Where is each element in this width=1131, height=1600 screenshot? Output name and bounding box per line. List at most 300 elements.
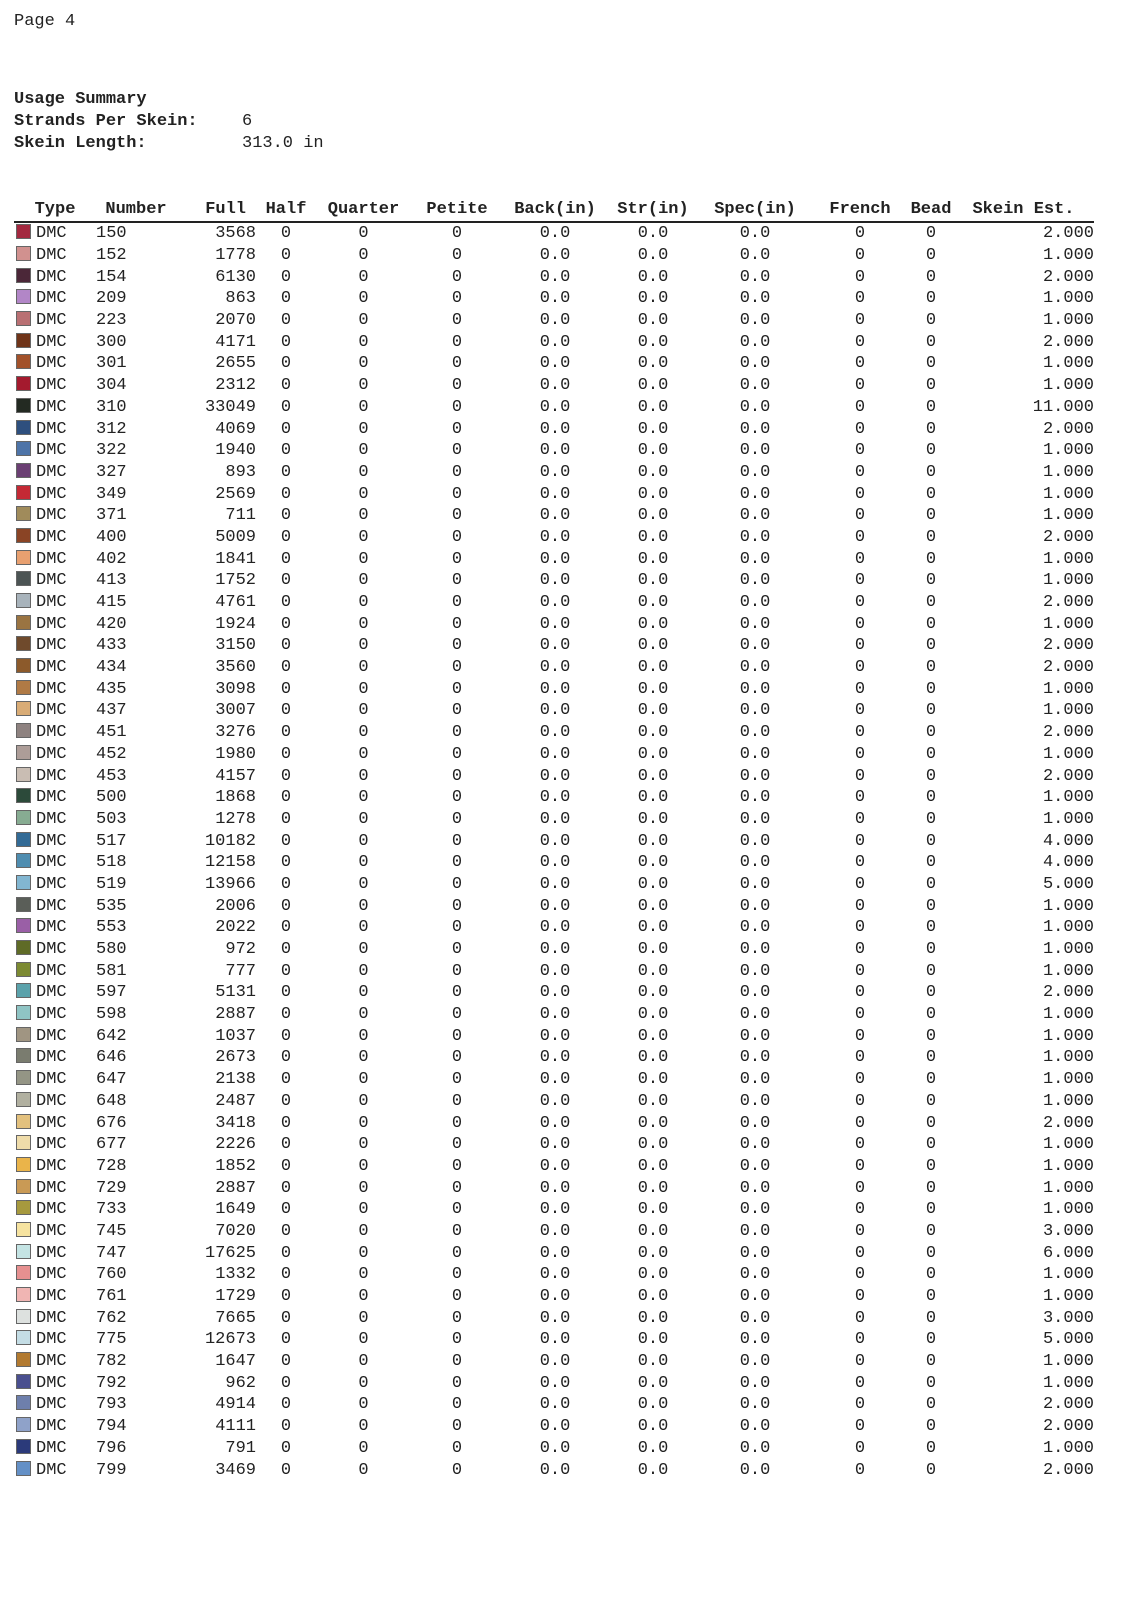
- col-header-spec: Spec(in): [699, 198, 811, 222]
- full-count: 3418: [215, 1113, 256, 1133]
- back-length: 0.0: [539, 354, 571, 374]
- spec-length: 0.0: [739, 419, 771, 439]
- full-count: 863: [225, 289, 256, 309]
- thread-number: 792: [96, 1373, 127, 1393]
- spec-length: 0.0: [739, 658, 771, 678]
- color-swatch: [16, 1157, 31, 1172]
- bead-count: 0: [925, 311, 937, 331]
- quarter-count: 0: [358, 788, 369, 808]
- full-count: 1729: [215, 1287, 256, 1307]
- quarter-count: 0: [358, 224, 369, 244]
- skein-estimate: 1.000: [1042, 1287, 1094, 1307]
- back-length: 0.0: [539, 1070, 571, 1090]
- quarter-count: 0: [358, 1352, 369, 1372]
- thread-number: 597: [96, 983, 127, 1003]
- quarter-count: 0: [358, 1070, 369, 1090]
- thread-type: DMC: [36, 1026, 67, 1046]
- back-length: 0.0: [539, 636, 571, 656]
- back-length: 0.0: [539, 571, 571, 591]
- str-length: 0.0: [637, 1243, 669, 1263]
- half-count: 0: [280, 1048, 292, 1068]
- quarter-count: 0: [358, 701, 369, 721]
- back-length: 0.0: [539, 1352, 571, 1372]
- skein-estimate: 1.000: [1042, 1265, 1094, 1285]
- table-row: [14, 1004, 1094, 1026]
- spec-length: 0.0: [739, 788, 771, 808]
- skein-estimate: 1.000: [1042, 1156, 1094, 1176]
- spec-length: 0.0: [739, 983, 771, 1003]
- thread-number: 154: [96, 267, 127, 287]
- skein-estimate: 1.000: [1042, 441, 1094, 461]
- color-swatch: [16, 441, 31, 456]
- thread-type-cell: [14, 1134, 96, 1156]
- table-row: [14, 1177, 1094, 1199]
- petite-count: 0: [451, 1005, 463, 1025]
- skein-estimate: 1.000: [1042, 1178, 1094, 1198]
- color-swatch: [16, 1417, 31, 1432]
- skein-estimate: 1.000: [1042, 1048, 1094, 1068]
- thread-number: 728: [96, 1156, 127, 1176]
- quarter-count: 0: [358, 961, 369, 981]
- thread-number: 152: [96, 246, 127, 266]
- skein-estimate: 1.000: [1042, 1373, 1094, 1393]
- thread-type: DMC: [36, 332, 67, 352]
- bead-count: 0: [925, 723, 937, 743]
- skein-estimate: 1.000: [1042, 1438, 1094, 1458]
- skein-estimate: 1.000: [1042, 1070, 1094, 1090]
- table-row: [14, 939, 1094, 961]
- skein-estimate: 2.000: [1042, 1395, 1094, 1415]
- length-value: 313.0 in: [242, 134, 324, 153]
- bead-count: 0: [925, 397, 937, 417]
- half-count: 0: [280, 311, 292, 331]
- french-count: 0: [854, 1243, 866, 1263]
- table-row: [14, 852, 1094, 874]
- french-count: 0: [854, 809, 866, 829]
- table-row: [14, 1307, 1094, 1329]
- thread-number: 434: [96, 658, 127, 678]
- table-row: [14, 397, 1094, 419]
- table-row: [14, 505, 1094, 527]
- str-length: 0.0: [637, 397, 669, 417]
- thread-type-cell: [14, 1069, 96, 1091]
- thread-number: 437: [96, 701, 127, 721]
- thread-number: 782: [96, 1352, 127, 1372]
- color-swatch: [16, 615, 31, 630]
- half-count: 0: [280, 332, 292, 352]
- table-row: [14, 830, 1094, 852]
- half-count: 0: [280, 1135, 292, 1155]
- table-row: [14, 440, 1094, 462]
- skein-estimate: 1.000: [1042, 462, 1094, 482]
- skein-estimate: 1.000: [1042, 1091, 1094, 1111]
- thread-number: 794: [96, 1417, 127, 1437]
- back-length: 0.0: [539, 1395, 571, 1415]
- thread-type-cell: [14, 570, 96, 592]
- french-count: 0: [854, 1395, 866, 1415]
- half-count: 0: [280, 766, 292, 786]
- french-count: 0: [854, 397, 866, 417]
- table-row: [14, 1156, 1094, 1178]
- full-count: 1868: [215, 788, 256, 808]
- color-swatch: [16, 246, 31, 261]
- quarter-count: 0: [358, 658, 369, 678]
- thread-number: 415: [96, 593, 127, 613]
- petite-count: 0: [451, 397, 463, 417]
- half-count: 0: [280, 788, 292, 808]
- str-length: 0.0: [637, 983, 669, 1003]
- thread-number: 503: [96, 809, 127, 829]
- table-row: [14, 331, 1094, 353]
- color-swatch: [16, 1287, 31, 1302]
- color-swatch: [16, 680, 31, 695]
- thread-type-cell: [14, 809, 96, 831]
- str-length: 0.0: [637, 462, 669, 482]
- back-length: 0.0: [539, 1265, 571, 1285]
- thread-number: 518: [96, 853, 127, 873]
- back-length: 0.0: [539, 1005, 571, 1025]
- thread-type: DMC: [36, 1048, 67, 1068]
- str-length: 0.0: [637, 1417, 669, 1437]
- thread-type-cell: [14, 939, 96, 961]
- str-length: 0.0: [637, 614, 669, 634]
- quarter-count: 0: [358, 1287, 369, 1307]
- spec-length: 0.0: [739, 354, 771, 374]
- thread-number: 453: [96, 766, 127, 786]
- back-length: 0.0: [539, 1438, 571, 1458]
- back-length: 0.0: [539, 527, 571, 547]
- thread-type-cell: [14, 1351, 96, 1373]
- quarter-count: 0: [358, 983, 369, 1003]
- thread-type-cell: [14, 830, 96, 852]
- thread-number: 304: [96, 376, 127, 396]
- color-swatch: [16, 745, 31, 760]
- color-swatch: [16, 1265, 31, 1280]
- quarter-count: 0: [358, 940, 369, 960]
- thread-type: DMC: [36, 267, 67, 287]
- full-count: 6130: [215, 267, 256, 287]
- full-count: 791: [225, 1438, 256, 1458]
- str-length: 0.0: [637, 1352, 669, 1372]
- skein-estimate: 2.000: [1042, 267, 1094, 287]
- quarter-count: 0: [358, 527, 369, 547]
- thread-number: 760: [96, 1265, 127, 1285]
- skein-estimate: 3.000: [1042, 1221, 1094, 1241]
- french-count: 0: [854, 1308, 866, 1328]
- color-swatch: [16, 1092, 31, 1107]
- thread-type-cell: [14, 505, 96, 527]
- skein-estimate: 4.000: [1042, 853, 1094, 873]
- skein-estimate: 1.000: [1042, 549, 1094, 569]
- french-count: 0: [854, 1438, 866, 1458]
- color-swatch: [16, 701, 31, 716]
- bead-count: 0: [925, 1438, 937, 1458]
- half-count: 0: [280, 1243, 292, 1263]
- skein-estimate: 1.000: [1042, 1135, 1094, 1155]
- table-row: [14, 1459, 1094, 1481]
- quarter-count: 0: [358, 246, 369, 266]
- table-row: [14, 744, 1094, 766]
- color-swatch: [16, 376, 31, 391]
- quarter-count: 0: [358, 1005, 369, 1025]
- half-count: 0: [280, 614, 292, 634]
- skein-estimate: 1.000: [1042, 289, 1094, 309]
- spec-length: 0.0: [739, 1330, 771, 1350]
- thread-type: DMC: [36, 376, 67, 396]
- table-row: [14, 592, 1094, 614]
- bead-count: 0: [925, 1417, 937, 1437]
- str-length: 0.0: [637, 1200, 669, 1220]
- table-row: [14, 982, 1094, 1004]
- quarter-count: 0: [358, 397, 369, 417]
- color-swatch: [16, 723, 31, 738]
- back-length: 0.0: [539, 961, 571, 981]
- petite-count: 0: [451, 593, 463, 613]
- str-length: 0.0: [637, 1070, 669, 1090]
- spec-length: 0.0: [739, 1438, 771, 1458]
- petite-count: 0: [451, 658, 463, 678]
- petite-count: 0: [451, 831, 463, 851]
- thread-number: 535: [96, 896, 127, 916]
- str-length: 0.0: [637, 918, 669, 938]
- thread-type: DMC: [36, 549, 67, 569]
- color-swatch: [16, 311, 31, 326]
- full-count: 2673: [215, 1048, 256, 1068]
- back-length: 0.0: [539, 896, 571, 916]
- french-count: 0: [854, 831, 866, 851]
- str-length: 0.0: [637, 723, 669, 743]
- spec-length: 0.0: [739, 874, 771, 894]
- str-length: 0.0: [637, 896, 669, 916]
- thread-number: 300: [96, 332, 127, 352]
- back-length: 0.0: [539, 441, 571, 461]
- thread-type: DMC: [36, 961, 67, 981]
- back-length: 0.0: [539, 1417, 571, 1437]
- quarter-count: 0: [358, 766, 369, 786]
- back-length: 0.0: [539, 1373, 571, 1393]
- bead-count: 0: [925, 1287, 937, 1307]
- quarter-count: 0: [358, 1200, 369, 1220]
- table-row: [14, 462, 1094, 484]
- bead-count: 0: [925, 484, 937, 504]
- str-length: 0.0: [637, 1373, 669, 1393]
- petite-count: 0: [451, 1265, 463, 1285]
- thread-number: 223: [96, 311, 127, 331]
- petite-count: 0: [451, 1308, 463, 1328]
- table-row: [14, 1091, 1094, 1113]
- thread-number: 676: [96, 1113, 127, 1133]
- half-count: 0: [280, 831, 292, 851]
- spec-length: 0.0: [739, 1460, 771, 1480]
- table-row: [14, 483, 1094, 505]
- table-row: [14, 375, 1094, 397]
- spec-length: 0.0: [739, 1091, 771, 1111]
- quarter-count: 0: [358, 1308, 369, 1328]
- usage-table: [14, 198, 1094, 1481]
- color-swatch: [16, 485, 31, 500]
- thread-type: DMC: [36, 853, 67, 873]
- full-count: 2022: [215, 918, 256, 938]
- thread-type-cell: [14, 310, 96, 332]
- skein-estimate: 2.000: [1042, 593, 1094, 613]
- back-length: 0.0: [539, 679, 571, 699]
- full-count: 5009: [215, 527, 256, 547]
- table-row: [14, 657, 1094, 679]
- skein-estimate: 2.000: [1042, 983, 1094, 1003]
- french-count: 0: [854, 267, 866, 287]
- thread-type-cell: [14, 1372, 96, 1394]
- skein-estimate: 1.000: [1042, 788, 1094, 808]
- spec-length: 0.0: [739, 1178, 771, 1198]
- bead-count: 0: [925, 1070, 937, 1090]
- bead-count: 0: [925, 961, 937, 981]
- bead-count: 0: [925, 896, 937, 916]
- spec-length: 0.0: [739, 1026, 771, 1046]
- half-count: 0: [280, 1395, 292, 1415]
- spec-length: 0.0: [739, 1373, 771, 1393]
- quarter-count: 0: [358, 441, 369, 461]
- thread-number: 517: [96, 831, 127, 851]
- str-length: 0.0: [637, 1091, 669, 1111]
- thread-type: DMC: [36, 1178, 67, 1198]
- bead-count: 0: [925, 679, 937, 699]
- skein-estimate: 1.000: [1042, 506, 1094, 526]
- table-row: [14, 310, 1094, 332]
- back-length: 0.0: [539, 1287, 571, 1307]
- back-length: 0.0: [539, 1156, 571, 1176]
- full-count: 972: [225, 940, 256, 960]
- half-count: 0: [280, 723, 292, 743]
- spec-length: 0.0: [739, 376, 771, 396]
- french-count: 0: [854, 1460, 866, 1480]
- color-swatch: [16, 897, 31, 912]
- length-row: [14, 133, 324, 155]
- back-length: 0.0: [539, 506, 571, 526]
- spec-length: 0.0: [739, 1417, 771, 1437]
- thread-type-cell: [14, 1286, 96, 1308]
- skein-estimate: 11.000: [1032, 397, 1094, 417]
- thread-type-cell: [14, 1004, 96, 1026]
- bead-count: 0: [925, 1265, 937, 1285]
- str-length: 0.0: [637, 419, 669, 439]
- thread-number: 310: [96, 397, 127, 417]
- str-length: 0.0: [637, 1005, 669, 1025]
- table-row: [14, 613, 1094, 635]
- thread-number: 433: [96, 636, 127, 656]
- back-length: 0.0: [539, 788, 571, 808]
- spec-length: 0.0: [739, 527, 771, 547]
- half-count: 0: [280, 1026, 292, 1046]
- french-count: 0: [854, 614, 866, 634]
- bead-count: 0: [925, 1005, 937, 1025]
- table-row: [14, 527, 1094, 549]
- petite-count: 0: [451, 853, 463, 873]
- thread-number: 150: [96, 224, 127, 244]
- back-length: 0.0: [539, 614, 571, 634]
- color-swatch: [16, 333, 31, 348]
- thread-number: 420: [96, 614, 127, 634]
- thread-type: DMC: [36, 940, 67, 960]
- thread-type-cell: [14, 245, 96, 267]
- spec-length: 0.0: [739, 224, 771, 244]
- full-count: 4914: [215, 1395, 256, 1415]
- back-length: 0.0: [539, 1308, 571, 1328]
- bead-count: 0: [925, 224, 937, 244]
- spec-length: 0.0: [739, 441, 771, 461]
- back-length: 0.0: [539, 549, 571, 569]
- spec-length: 0.0: [739, 961, 771, 981]
- color-swatch: [16, 875, 31, 890]
- back-length: 0.0: [539, 744, 571, 764]
- table-row: [14, 1416, 1094, 1438]
- full-count: 2569: [215, 484, 256, 504]
- skein-estimate: 1.000: [1042, 1005, 1094, 1025]
- full-count: 4761: [215, 593, 256, 613]
- half-count: 0: [280, 289, 292, 309]
- col-header-number: Number: [96, 198, 176, 222]
- full-count: 2887: [215, 1005, 256, 1025]
- skein-estimate: 2.000: [1042, 1113, 1094, 1133]
- full-count: 1647: [215, 1352, 256, 1372]
- french-count: 0: [854, 679, 866, 699]
- french-count: 0: [854, 853, 866, 873]
- color-swatch: [16, 463, 31, 478]
- skein-estimate: 2.000: [1042, 723, 1094, 743]
- french-count: 0: [854, 224, 866, 244]
- half-count: 0: [280, 896, 292, 916]
- half-count: 0: [280, 1113, 292, 1133]
- french-count: 0: [854, 940, 866, 960]
- thread-type-cell: [14, 592, 96, 614]
- bead-count: 0: [925, 1156, 937, 1176]
- french-count: 0: [854, 788, 866, 808]
- color-swatch: [16, 593, 31, 608]
- spec-length: 0.0: [739, 896, 771, 916]
- petite-count: 0: [451, 289, 463, 309]
- skein-estimate: 2.000: [1042, 636, 1094, 656]
- table-row: [14, 874, 1094, 896]
- thread-number: 349: [96, 484, 127, 504]
- str-length: 0.0: [637, 1135, 669, 1155]
- thread-type: DMC: [36, 809, 67, 829]
- color-swatch: [16, 528, 31, 543]
- french-count: 0: [854, 1417, 866, 1437]
- thread-type: DMC: [36, 918, 67, 938]
- thread-number: 209: [96, 289, 127, 309]
- str-length: 0.0: [637, 1330, 669, 1350]
- back-length: 0.0: [539, 419, 571, 439]
- str-length: 0.0: [637, 809, 669, 829]
- quarter-count: 0: [358, 289, 369, 309]
- full-count: 893: [225, 462, 256, 482]
- thread-type-cell: [14, 527, 96, 549]
- thread-type: DMC: [36, 1417, 67, 1437]
- back-length: 0.0: [539, 593, 571, 613]
- bead-count: 0: [925, 332, 937, 352]
- thread-number: 452: [96, 744, 127, 764]
- petite-count: 0: [451, 1178, 463, 1198]
- full-count: 17625: [204, 1243, 256, 1263]
- thread-type: DMC: [36, 983, 67, 1003]
- strands-label: Strands Per Skein:: [14, 112, 198, 131]
- spec-length: 0.0: [739, 311, 771, 331]
- thread-type: DMC: [36, 723, 67, 743]
- skein-estimate: 2.000: [1042, 419, 1094, 439]
- thread-number: 745: [96, 1221, 127, 1241]
- bead-count: 0: [925, 701, 937, 721]
- color-swatch: [16, 1352, 31, 1367]
- back-length: 0.0: [539, 723, 571, 743]
